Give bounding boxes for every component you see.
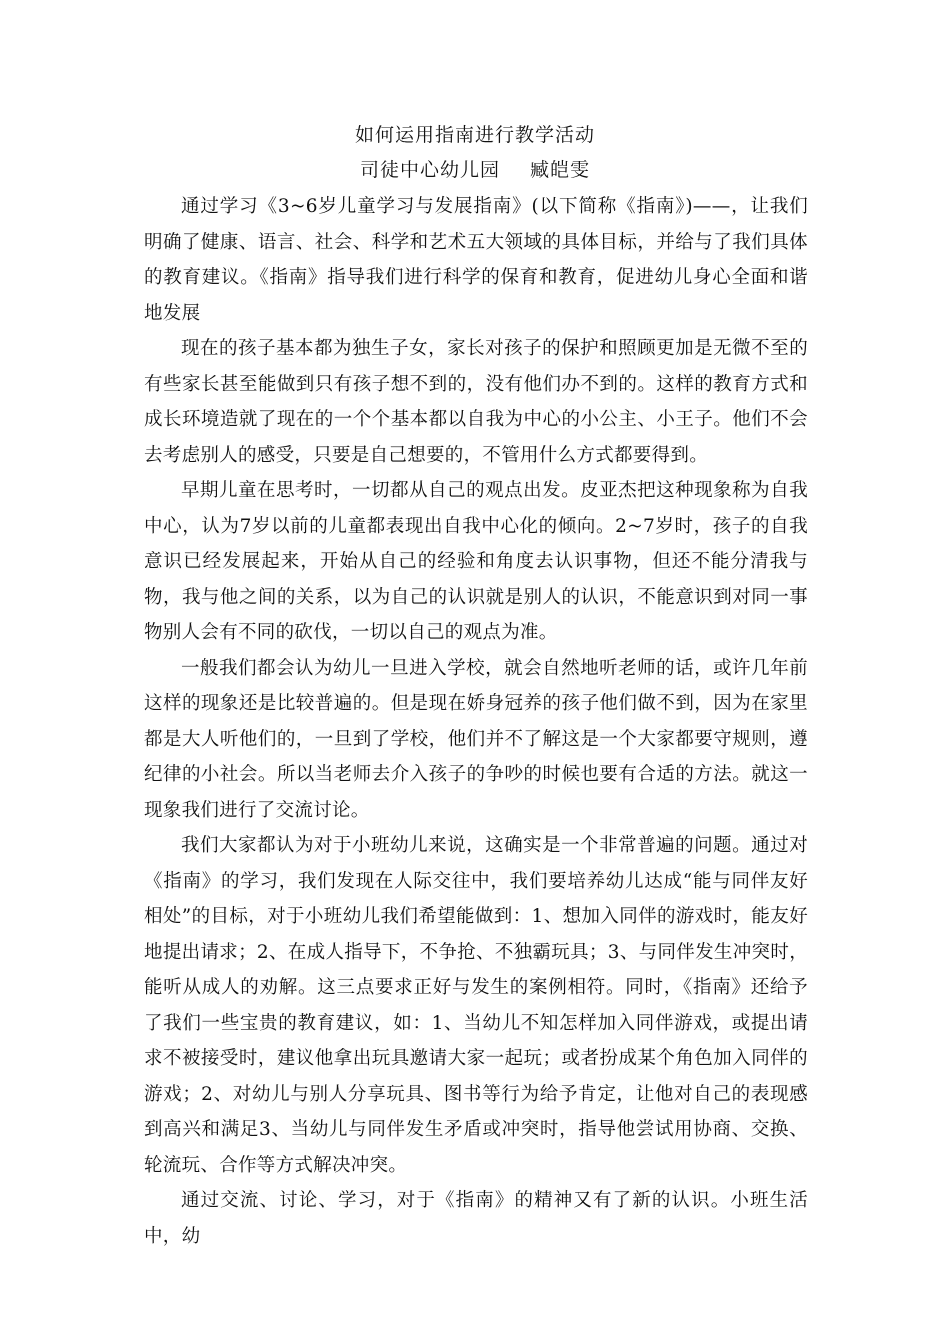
author-name: 臧皑雯 xyxy=(530,159,591,181)
paragraph-3: 早期儿童在思考时，一切都从自己的观点出发。皮亚杰把这种现象称为自我中心，认为7岁以前的儿童都表现出自我中心化的倾向。2~7岁时，孩子的自我意识已经发展起来，开始从自己的经验和角度去认识事物，但还不能分清我与物，我与他之间的关系，以为自己的认识就是别人的认识，不能意识到对同一事物别人会有不同的砍伐，一切以自己的观点为准。 xyxy=(144,480,808,643)
document-title: 如何运用指南进行教学活动 xyxy=(354,124,595,146)
author-line xyxy=(0,155,950,185)
paragraph-1: 通过学习《3~6岁儿童学习与发展指南》(以下简称《指南》)——，让我们明确了健康、语言、社会、科学和艺术五大领域的具体目标，并给与了我们具体的教育建议。《指南》指导我们进行科学的保育和教育，促进幼儿身心全面和谐地发展 xyxy=(144,196,808,324)
paragraph-4: 一般我们都会认为幼儿一旦进入学校，就会自然地听老师的话，或许几年前这样的现象还是比较普遍的。但是现在娇身冠养的孩子他们做不到，因为在家里都是大人听他们的，一旦到了学校，他们并不了解这是一个大家都要守规则，遵纪律的小社会。所以当老师去介入孩子的争吵的时候也要有合适的方法。就这一现象我们进行了交流讨论。 xyxy=(144,657,808,821)
paragraph-5: 我们大家都认为对于小班幼儿来说，这确实是一个非常普遍的问题。通过对《指南》的学习，我们发现在人际交往中，我们要培养幼儿达成“能与同伴友好相处”的目标，对于小班幼儿我们希望能做到：1、想加入同伴的游戏时，能友好地提出请求；2、在成人指导下，不争抢、不独霸玩具；3、与同伴发生冲突时，能听从成人的劝解。这三点要求正好与发生的案例相符。同时，《指南》还给予了我们一些宝贵的教育建议，如：1、当幼儿不知怎样加入同伴游戏，或提出请求不被接受时，建议他拿出玩具邀请大家一起玩；或者扮成某个角色加入同伴的游戏；2、对幼儿与别人分享玩具、图书等行为给予肯定，让他对自己的表现感到高兴和满足3、当幼儿与同伴发生矛盾或冲突时，指导他尝试用协商、交换、轮流玩、合作等方式解决冲突。 xyxy=(144,835,808,1176)
school-name: 司徒中心幼儿园 xyxy=(359,159,500,181)
paragraph-6: 通过交流、讨论、学习，对于《指南》的精神又有了新的认识。小班生活中，幼 xyxy=(144,1190,808,1247)
paragraph-2: 现在的孩子基本都为独生子女，家长对孩子的保护和照顾更加是无微不至的有些家长甚至能做到只有孩子想不到的，没有他们办不到的。这样的教育方式和成长环境造就了现在的一个个基本都以自我为中心的小公主、小王子。他们不会去考虑别人的感受，只要是自己想要的，不管用什么方式都要得到。 xyxy=(144,338,808,466)
document-body xyxy=(144,189,808,1254)
